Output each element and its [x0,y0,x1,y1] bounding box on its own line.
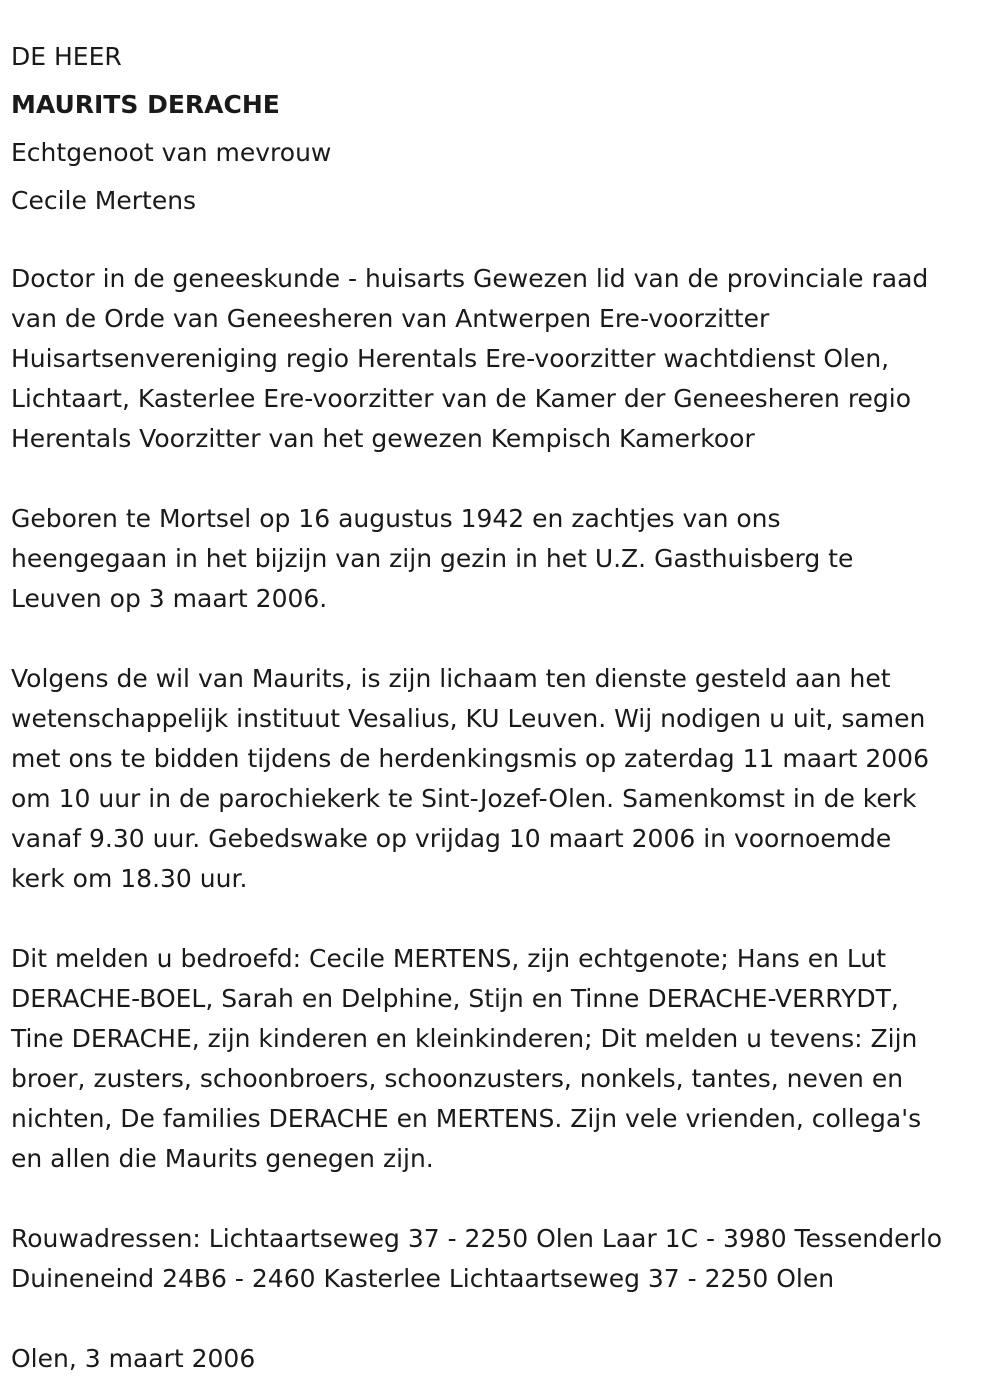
paragraph-line: kerk om 18.30 uur. [11,864,248,893]
family-paragraph [11,939,993,1179]
spouse-label: Echtgenoot van mevrouw [11,138,332,167]
paragraph-line: Huisartsenvereniging regio Herentals Ere-voorzitter wachtdienst Olen, [11,344,890,373]
paragraph-line: Lichtaart, Kasterlee Ere-voorzitter van de Kamer der Geneesheren regio [11,384,912,413]
paragraph-line: Tine DERACHE, zijn kinderen en kleinkinderen; Dit melden u tevens: Zijn [11,1024,918,1053]
paragraph-line: om 10 uur in de parochiekerk te Sint-Jozef-Olen. Samenkomst in de kerk [11,784,917,813]
spouse-name: Cecile Mertens [11,186,197,215]
paragraph-line: nichten, De families DERACHE en MERTENS. Zijn vele vrienden, collega's [11,1104,922,1133]
birth-death-paragraph [11,499,993,619]
addresses-paragraph [11,1219,993,1299]
paragraph-line: Herentals Voorzitter van het gewezen Kempisch Kamerkoor [11,424,755,453]
paragraph-line: Rouwadressen: Lichtaartseweg 37 - 2250 Olen Laar 1C - 3980 Tessenderlo [11,1224,942,1253]
paragraph-line: wetenschappelijk instituut Vesalius, KU Leuven. Wij nodigen u uit, samen [11,704,926,733]
ceremony-paragraph [11,659,993,899]
paragraph-line: DERACHE-BOEL, Sarah en Delphine, Stijn en Tinne DERACHE-VERRYDT, [11,984,899,1013]
paragraph-line: Geboren te Mortsel op 16 augustus 1942 en zachtjes van ons [11,504,781,533]
paragraph-line: met ons te bidden tijdens de herdenkingsmis op zaterdag 11 maart 2006 [11,744,929,773]
functions-paragraph [11,259,993,459]
paragraph-line: heengegaan in het bijzijn van zijn gezin in het U.Z. Gasthuisberg te [11,544,854,573]
paragraph-line: broer, zusters, schoonbroers, schoonzusters, nonkels, tantes, neven en [11,1064,904,1093]
place-date: Olen, 3 maart 2006 [11,1344,256,1373]
paragraph-line: Dit melden u bedroefd: Cecile MERTENS, zijn echtgenote; Hans en Lut [11,944,887,973]
paragraph-line: en allen die Maurits genegen zijn. [11,1144,434,1173]
deceased-name: MAURITS DERACHE [11,90,280,119]
paragraph-line: Doctor in de geneeskunde - huisarts Gewezen lid van de provinciale raad [11,264,929,293]
paragraph-line: van de Orde van Geneesheren van Antwerpen Ere-voorzitter [11,304,770,333]
paragraph-line: Duineneind 24B6 - 2460 Kasterlee Lichtaartseweg 37 - 2250 Olen [11,1264,835,1293]
paragraph-line: vanaf 9.30 uur. Gebedswake op vrijdag 10 maart 2006 in voornoemde [11,824,892,853]
paragraph-line: Volgens de wil van Maurits, is zijn lichaam ten dienste gesteld aan het [11,664,891,693]
paragraph-line: Leuven op 3 maart 2006. [11,584,328,613]
place-date-paragraph [11,1339,993,1379]
honorific-title: DE HEER [11,42,122,71]
